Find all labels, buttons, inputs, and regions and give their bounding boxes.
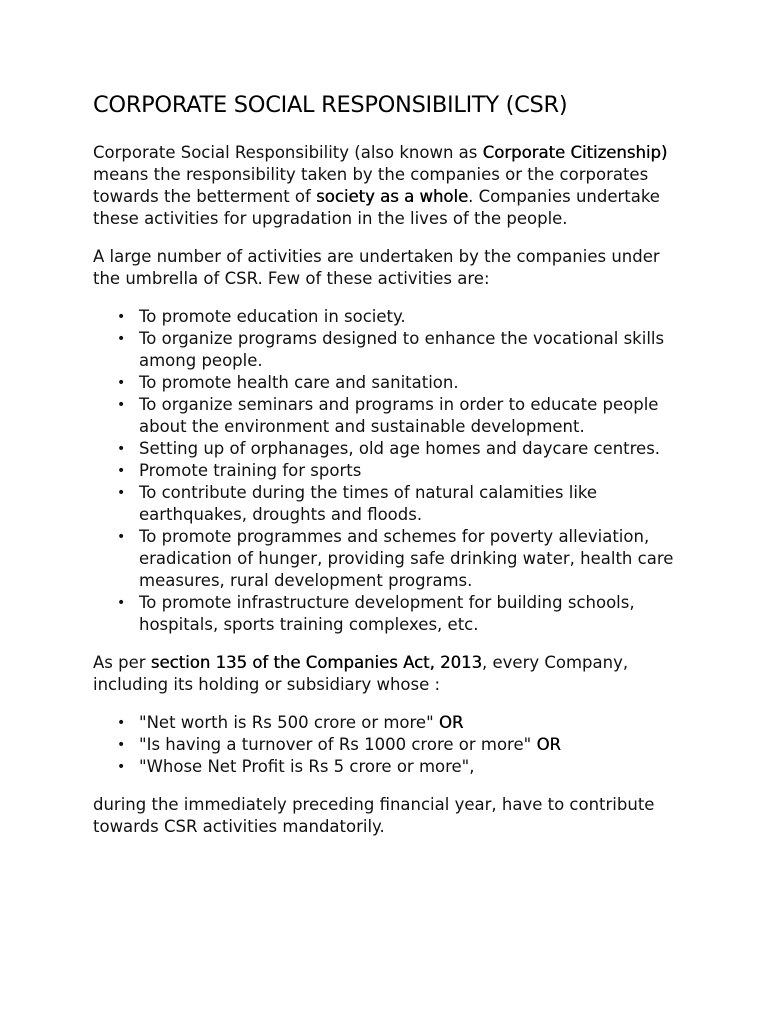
act-text-1: As per xyxy=(93,653,151,672)
list-item: • To promote education in society. xyxy=(139,306,688,328)
intro-text-2: means the responsibility taken by the companies or the corporates towards the betterment of xyxy=(93,165,649,206)
intro-paragraph xyxy=(93,142,688,230)
activities-list xyxy=(93,306,688,636)
criteria-text: "Whose Net Profit is Rs 5 crore or more", xyxy=(139,757,475,776)
companies-act-paragraph xyxy=(93,652,688,696)
list-item: • To organize programs designed to enhance the vocational skills among people. xyxy=(139,328,688,372)
intro-bold-corporate-citizenship: Corporate Citizenship) xyxy=(482,143,668,162)
list-item: • To promote infrastructure development for building schools, hospitals, sports training complexes, etc. xyxy=(139,592,688,636)
activities-intro-paragraph: A large number of activities are undertaken by the companies under the umbrella of CSR. Few of these activities are: xyxy=(93,247,660,288)
intro-text-3: . Companies undertake these activities for upgradation in the lives of the people. xyxy=(93,187,660,228)
criteria-text: "Is having a turnover of Rs 1000 crore or more" xyxy=(139,735,537,754)
intro-bold-society: society as a whole xyxy=(316,187,469,206)
criteria-or: OR xyxy=(438,713,464,732)
list-item: • To contribute during the times of natural calamities like earthquakes, droughts and floods. xyxy=(139,482,688,526)
criteria-list xyxy=(93,712,688,778)
document-title: CORPORATE SOCIAL RESPONSIBILITY (CSR) xyxy=(93,92,568,118)
list-item: • Promote training for sports xyxy=(139,460,688,482)
list-item xyxy=(139,712,688,734)
intro-text-1: Corporate Social Responsibility (also known as xyxy=(93,143,483,162)
list-item xyxy=(139,734,688,756)
act-text-2: , every Company, including its holding or subsidiary whose : xyxy=(93,653,629,694)
conclusion-paragraph: during the immediately preceding financial year, have to contribute towards CSR activities mandatorily. xyxy=(93,795,655,836)
criteria-or: OR xyxy=(536,735,561,754)
list-item: • Setting up of orphanages, old age homes and daycare centres. xyxy=(139,438,688,460)
list-item: • To promote health care and sanitation. xyxy=(139,372,688,394)
list-item: • To organize seminars and programs in order to educate people about the environment and sustainable development. xyxy=(139,394,688,438)
act-bold-section-135: section 135 of the Companies Act, 2013 xyxy=(150,653,483,672)
criteria-text: "Net worth is Rs 500 crore or more" xyxy=(139,713,439,732)
list-item xyxy=(139,756,688,778)
list-item: • To promote programmes and schemes for poverty alleviation, eradication of hunger, providing safe drinking water, health care measures, rural development programs. xyxy=(139,526,688,592)
